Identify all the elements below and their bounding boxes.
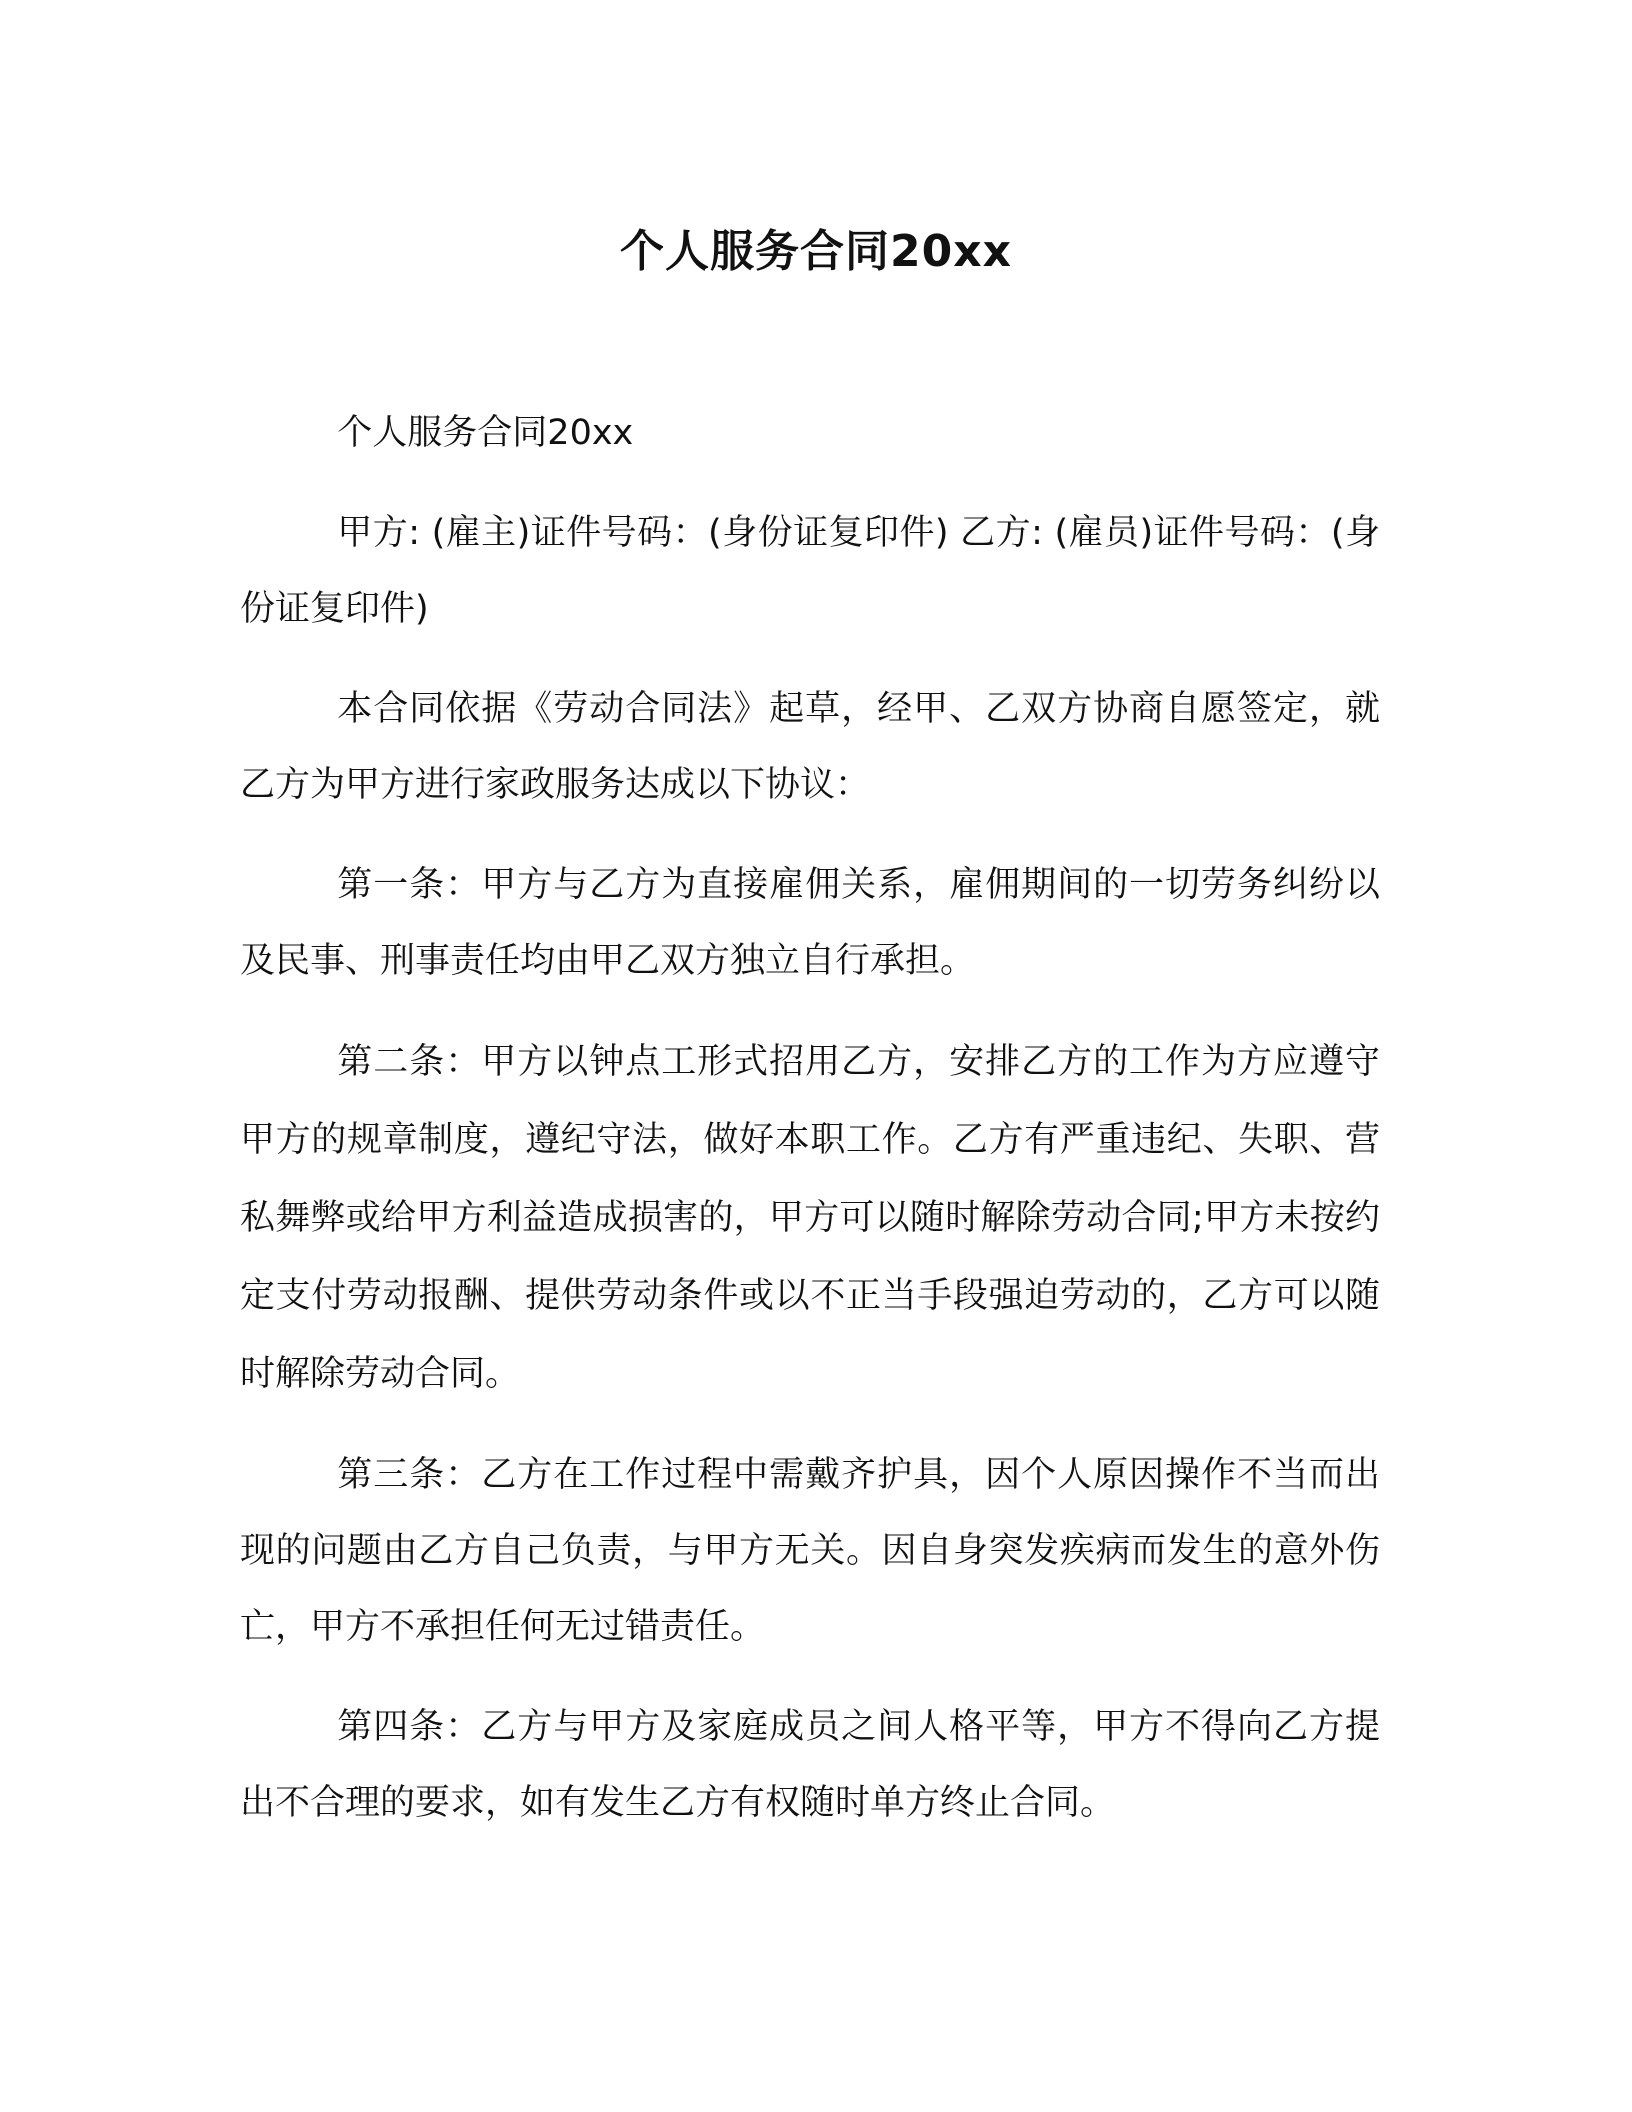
paragraph-parties: 甲方: (雇主)证件号码：(身份证复印件) 乙方: (雇员)证件号码：(身份证复印件): [240, 513, 1380, 629]
document-body: [240, 395, 1380, 1865]
paragraph-article-2: 第二条：甲方以钟点工形式招用乙方，安排乙方的工作为方应遵守甲方的规章制度，遵纪守法，做好本职工作。乙方有严重违纪、失职、营私舞弊或给甲方利益造成损害的，甲方可以随时解除劳动合同;甲方未按约定支付劳动报酬、提供劳动条件或以不正当手段强迫劳动的，乙方可以随时解除劳动合同。: [240, 1042, 1380, 1394]
paragraph-heading: 个人服务合同20xx: [337, 413, 634, 453]
paragraph-article-3: 第三条：乙方在工作过程中需戴齐护具，因个人原因操作不当而出现的问题由乙方自己负责，与甲方无关。因自身突发疾病而发生的意外伤亡，甲方不承担任何无过错责任。: [240, 1455, 1380, 1647]
paragraph-article-1: 第一条：甲方与乙方为直接雇佣关系，雇佣期间的一切劳务纠纷以及民事、刑事责任均由甲乙双方独立自行承担。: [240, 865, 1380, 981]
paragraph-preamble: 本合同依据《劳动合同法》起草，经甲、乙双方协商自愿签定，就乙方为甲方进行家政服务达成以下协议：: [240, 689, 1380, 805]
document-title: 个人服务合同20xx: [620, 226, 1012, 277]
paragraph-article-4: 第四条：乙方与甲方及家庭成员之间人格平等，甲方不得向乙方提出不合理的要求，如有发生乙方有权随时单方终止合同。: [240, 1707, 1380, 1823]
